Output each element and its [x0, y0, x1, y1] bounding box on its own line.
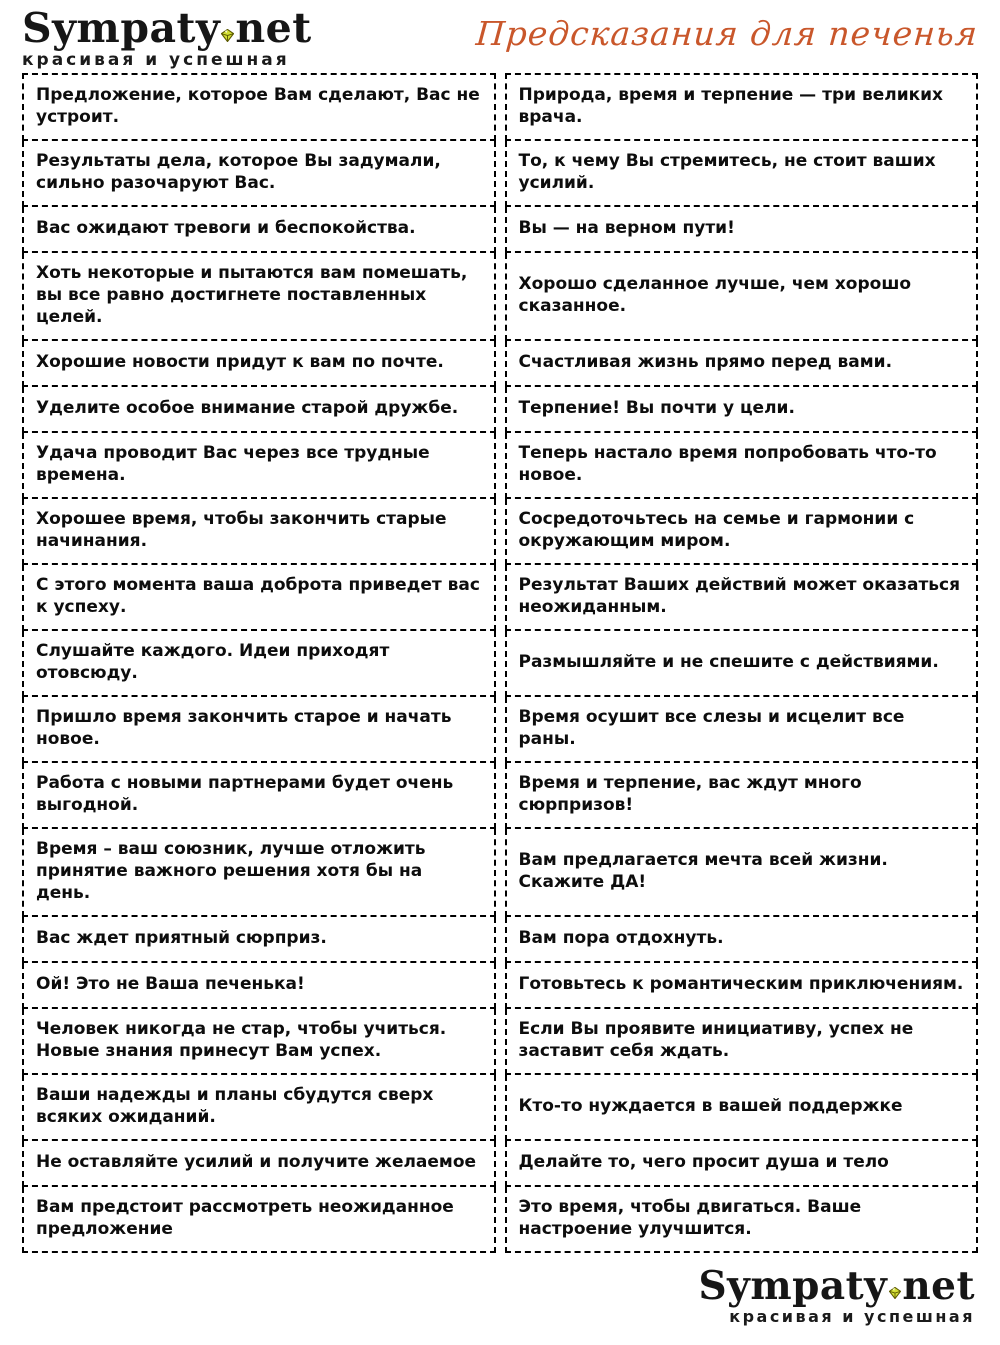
table-row — [22, 1009, 978, 1075]
fortune-cell: Хорошо сделанное лучше, чем хорошо сказанное. — [505, 253, 979, 341]
site-logo — [22, 4, 312, 70]
table-row — [22, 829, 978, 917]
fortune-cell: Время – ваш союзник, лучше отложить принятие важного решения хотя бы на день. — [22, 829, 496, 917]
fortune-cell: Результат Ваших действий может оказаться неожиданным. — [505, 565, 979, 631]
gem-icon — [221, 8, 234, 21]
table-row — [22, 341, 978, 387]
table-row — [22, 499, 978, 565]
table-row — [22, 387, 978, 433]
fortune-cell: Пришло время закончить старое и начать новое. — [22, 697, 496, 763]
fortune-cell: Сосредоточьтесь на семье и гармонии с окружающим миром. — [505, 499, 979, 565]
logo-suffix-text: net — [902, 1263, 975, 1309]
logo-brand-text: Sympaty — [22, 4, 221, 52]
fortune-cell: Вам предстоит рассмотреть неожиданное предложение — [22, 1187, 496, 1253]
table-row — [22, 253, 978, 341]
table-row — [22, 697, 978, 763]
fortune-cell: Удача проводит Вас через все трудные времена. — [22, 433, 496, 499]
table-row — [22, 631, 978, 697]
fortune-cell: То, к чему Вы стремитесь, не стоит ваших усилий. — [505, 141, 979, 207]
fortune-cell: Счастливая жизнь прямо перед вами. — [505, 341, 979, 387]
fortune-cell: Кто-то нуждается в вашей поддержке — [505, 1075, 979, 1141]
fortune-cell: Это время, чтобы двигаться. Ваше настроение улучшится. — [505, 1187, 979, 1253]
table-row — [22, 1187, 978, 1253]
fortune-cell: Ой! Это не Ваша печенька! — [22, 963, 496, 1009]
fortune-cell: Размышляйте и не спешите с действиями. — [505, 631, 979, 697]
fortune-cell: Хорошее время, чтобы закончить старые начинания. — [22, 499, 496, 565]
fortune-cell: Работа с новыми партнерами будет очень выгодной. — [22, 763, 496, 829]
table-row — [22, 917, 978, 963]
table-row — [22, 1141, 978, 1187]
page-header — [0, 6, 1000, 73]
fortune-cell: Результаты дела, которое Вы задумали, сильно разочаруют Вас. — [22, 141, 496, 207]
site-logo-footer — [698, 1263, 976, 1326]
fortune-cell: Время и терпение, вас ждут много сюрпризов! — [505, 763, 979, 829]
fortune-cell: С этого момента ваша доброта приведет вас к успеху. — [22, 565, 496, 631]
fortune-cell: Теперь настало время попробовать что-то новое. — [505, 433, 979, 499]
table-row — [22, 73, 978, 141]
fortune-cell: Хорошие новости придут к вам по почте. — [22, 341, 496, 387]
site-logo-tagline: красивая и успешная — [729, 1307, 975, 1326]
table-row — [22, 207, 978, 253]
table-row — [22, 141, 978, 207]
fortune-cell: Уделите особое внимание старой дружбе. — [22, 387, 496, 433]
table-row — [22, 1075, 978, 1141]
fortune-cell: Терпение! Вы почти у цели. — [505, 387, 979, 433]
fortune-cell: Время осушит все слезы и исцелит все раны. — [505, 697, 979, 763]
fortune-cell: Природа, время и терпение — три великих врача. — [505, 73, 979, 141]
fortune-cell: Не оставляйте усилий и получите желаемое — [22, 1141, 496, 1187]
fortunes-table-body — [22, 73, 978, 1253]
fortune-cell: Вас ждет приятный сюрприз. — [22, 917, 496, 963]
fortunes-table — [13, 73, 987, 1253]
fortune-cell: Хоть некоторые и пытаются вам помешать, вы все равно достигнете поставленных целей. — [22, 253, 496, 341]
fortune-cell: Если Вы проявите инициативу, успех не заставит себя ждать. — [505, 1009, 979, 1075]
site-logo-wordmark — [698, 1263, 976, 1309]
table-row — [22, 433, 978, 499]
fortune-cell: Вас ожидают тревоги и беспокойства. — [22, 207, 496, 253]
site-logo-wordmark — [22, 4, 312, 52]
page-title: Предсказания для печенья — [474, 14, 980, 53]
fortune-cell: Вам предлагается мечта всей жизни. Скажите ДА! — [505, 829, 979, 917]
fortune-cell: Человек никогда не стар, чтобы учиться. Новые знания принесут Вам успех. — [22, 1009, 496, 1075]
logo-suffix-text: net — [235, 4, 312, 52]
table-row — [22, 565, 978, 631]
fortune-cell: Делайте то, чего просит душа и тело — [505, 1141, 979, 1187]
fortune-cell: Предложение, которое Вам сделают, Вас не устроит. — [22, 73, 496, 141]
table-row — [22, 963, 978, 1009]
fortune-cell: Вам пора отдохнуть. — [505, 917, 979, 963]
fortune-cell: Вы — на верном пути! — [505, 207, 979, 253]
logo-brand-text: Sympaty — [698, 1263, 888, 1309]
fortune-cell: Ваши надежды и планы сбудутся сверх всяких ожиданий. — [22, 1075, 496, 1141]
site-logo-tagline: красивая и успешная — [22, 50, 290, 70]
fortune-cell: Готовьтесь к романтическим приключениям. — [505, 963, 979, 1009]
table-row — [22, 763, 978, 829]
gem-icon — [888, 1267, 901, 1280]
page-footer — [0, 1253, 1000, 1345]
fortune-cell: Слушайте каждого. Идеи приходят отовсюду. — [22, 631, 496, 697]
